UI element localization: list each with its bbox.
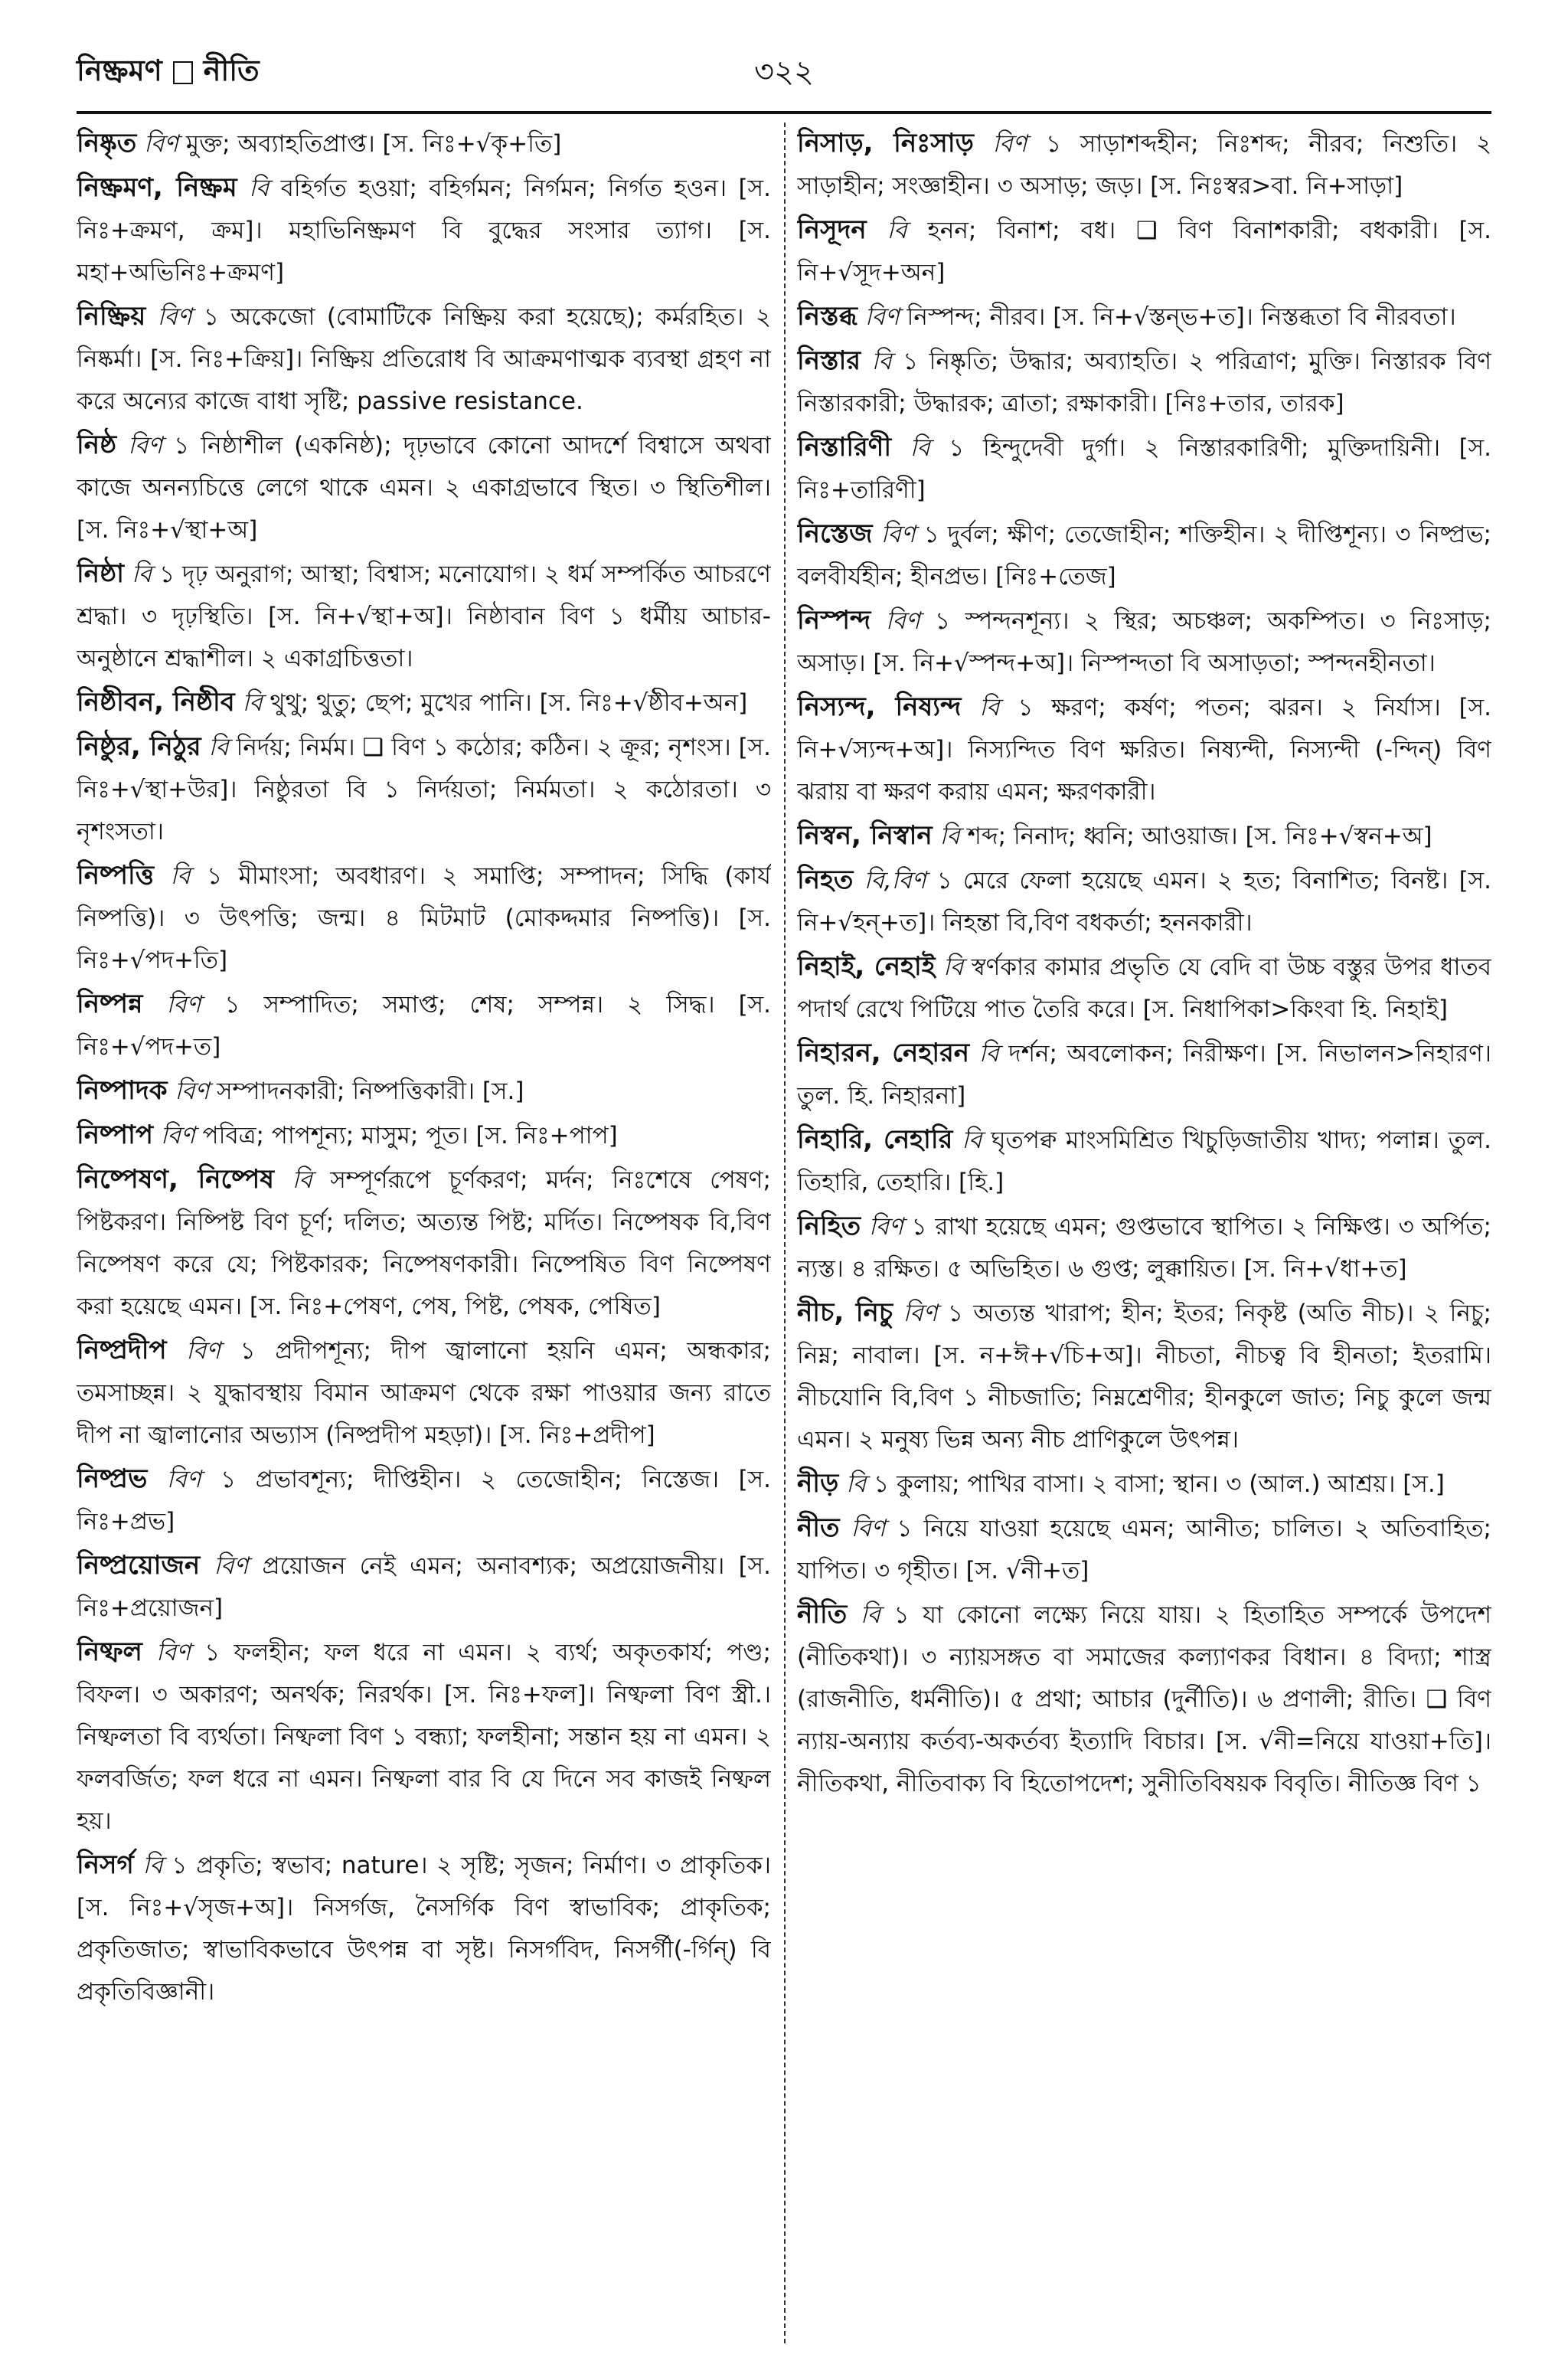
- dictionary-entry: [77, 726, 771, 853]
- entry-part-of-speech: বিণ: [864, 303, 900, 331]
- dictionary-entry: [797, 1594, 1491, 1805]
- entry-definition: ১ স্পন্দনশূন্য। ২ স্থির; অচঞ্চল; অকম্পিত। ৩ নিঃসাড়; অসাড়। [স. নি+√স্পন্দ+অ]। নিস্পন্দতা বি অসাড়তা; স্পন্দনহীনতা।: [797, 607, 1491, 677]
- dictionary-entry: [77, 682, 771, 724]
- entry-definition: ১ সাড়াশব্দহীন; নিঃশব্দ; নীরব; নিশুতি। ২ সাড়াহীন; সংজ্ঞাহীন। ৩ অসাড়; জড়। [স. নিঃস্বর>বা. নি+সাড়া]: [797, 130, 1491, 200]
- dictionary-entry: [797, 946, 1491, 1031]
- entry-part-of-speech: বিণ: [903, 1300, 938, 1327]
- entry-part-of-speech: বি: [249, 175, 270, 202]
- dictionary-entry: [77, 1458, 771, 1543]
- entry-definition: হনন; বিনাশ; বধ। ❑ বিণ বিনাশকারী; বধকারী। [স. নি+√সূদ+অন]: [797, 217, 1491, 286]
- dictionary-entry: [77, 1070, 771, 1113]
- entry-definition: বহির্গত হওয়া; বহির্গমন; নির্গমন; নির্গত হওন। [স. নিঃ+ক্রমণ, ক্রম]। মহাভিনিষ্ক্রমণ বি বুদ্ধের সংসার ত্যাগ। [স. মহা+অভিনিঃ+ক্রমণ]: [77, 175, 771, 286]
- entry-headword: নিসূদন: [797, 214, 867, 245]
- entry-definition: ১ দৃঢ় অনুরাগ; আস্থা; বিশ্বাস; মনোযোগ। ২ ধর্ম সম্পর্কিত আচরণে শ্রদ্ধা। ৩ দৃঢ়স্থিতি। [স. নি+√স্থা+অ]। নিষ্ঠাবান বিণ ১ ধর্মীয় আচার-অনুষ্ঠানে শ্রদ্ধাশীল। ২ একাগ্রচিত্ততা।: [77, 561, 771, 672]
- entry-part-of-speech: বিণ: [166, 991, 201, 1019]
- entry-part-of-speech: বি: [887, 217, 907, 244]
- entry-part-of-speech: বি: [846, 1470, 867, 1498]
- entry-part-of-speech: বি: [910, 434, 930, 462]
- entry-headword: নিষ্পেষণ, নিষ্পেষ: [77, 1164, 274, 1195]
- entry-headword: নিষ্পন্ন: [77, 989, 143, 1019]
- dictionary-entry: [77, 983, 771, 1068]
- entry-headword: নিস্পন্দ: [797, 605, 871, 636]
- entry-headword: নিষ্ক্রমণ, নিষ্ক্রম: [77, 172, 237, 203]
- entry-headword: নীত: [797, 1512, 840, 1543]
- entry-part-of-speech: বিণ: [160, 1122, 195, 1149]
- entry-headword: নিস্তব্ধ: [797, 301, 858, 332]
- entry-part-of-speech: বি: [208, 734, 229, 761]
- entry-part-of-speech: বি: [939, 822, 960, 850]
- entry-definition: ১ নিয়ে যাওয়া হয়েছে এমন; আনীত; চালিত। ২ অতিবাহিত; যাপিত। ৩ গৃহীত। [স. √নী+ত]: [797, 1515, 1491, 1584]
- entry-headword: নিষ্প্রভ: [77, 1463, 148, 1494]
- entry-headword: নিহিত: [797, 1211, 861, 1241]
- entry-headword: নিস্তারিণী: [797, 432, 892, 463]
- dictionary-entry: [797, 1119, 1491, 1204]
- entry-headword: নীড়: [797, 1468, 839, 1499]
- entry-headword: নিষ্ঠ: [77, 430, 117, 460]
- dictionary-entry: [797, 1292, 1491, 1461]
- entry-part-of-speech: বিণ: [175, 1077, 210, 1105]
- entry-part-of-speech: বিণ: [880, 521, 916, 548]
- entry-headword: নিষ্ক্রিয়: [77, 301, 146, 332]
- entry-part-of-speech: বিণ: [157, 303, 192, 331]
- entry-part-of-speech: বি: [860, 1601, 880, 1629]
- entry-part-of-speech: বিণ: [128, 432, 163, 459]
- entry-definition: ১ রাখা হয়েছে এমন; গুপ্তভাবে স্থাপিত। ২ নিক্ষিপ্ত। ৩ অর্পিত; ন্যস্ত। ৪ রক্ষিত। ৫ অভিহিত। ৬ গুপ্ত; লুক্কায়িত। [স. নি+√ধা+ত]: [797, 1213, 1491, 1283]
- guide-word-first: নিষ্ক্রমণ: [77, 54, 162, 87]
- entry-definition: মুক্ত; অব্যাহতিপ্রাপ্ত। [স. নিঃ+√কৃ+তি]: [178, 130, 562, 158]
- dictionary-entry: [77, 1159, 771, 1328]
- dictionary-entry: [797, 815, 1491, 858]
- entry-part-of-speech: বিণ: [868, 1213, 903, 1241]
- entry-part-of-speech: বি: [943, 953, 964, 981]
- header-rule: [77, 111, 1491, 114]
- entry-definition: নির্দয়; নির্মম। ❑ বিণ ১ কঠোর; কঠিন। ২ ক্রূর; নৃশংস। [স. নিঃ+√স্থা+উর]। নিষ্ঠুরতা বি ১ নির্দয়তা; নির্মমতা। ২ কঠোরতা। ৩ নৃশংসতা।: [77, 734, 771, 845]
- entry-definition: ১ অকেজো (বোমাটিকে নিষ্ক্রিয় করা হয়েছে); কর্মরহিত। ২ নিষ্কর্মা। [স. নিঃ+ক্রিয়]। নিষ্ক্রিয় প্রতিরোধ বি আক্রমণাত্মক ব্যবস্থা গ্রহণ না করে অন্যের কাজে বাধা সৃষ্টি; passive resistance.: [77, 303, 771, 415]
- entry-headword: নিষ্ফল: [77, 1637, 142, 1667]
- entry-definition: ১ যা কোনো লক্ষ্যে নিয়ে যায়। ২ হিতাহিত সম্পর্কে উপদেশ (নীতিকথা)। ৩ ন্যায়সঙ্গত বা সমাজের কল্যাণকর বিধান। ৪ বিদ্যা; শাস্ত্র (রাজনীতি, ধর্মনীতি)। ৫ প্রথা; আচার (দুর্নীতি)। ৬ প্রণালী; রীতি। ❑ বিণ ন্যায়-অন্যায় কর্তব্য-অকর্তব্য ইত্যাদি বিচার। [স. √নী=নিয়ে যাওয়া+তি]। নীতিকথা, নীতিবাক্য বি হিতোপদেশ; সুনীতিবিষয়ক বিবৃতি। নীতিজ্ঞ বিণ ১: [797, 1601, 1491, 1797]
- dictionary-entry: [77, 553, 771, 680]
- dictionary-entry: [797, 340, 1491, 425]
- entry-definition: সম্পূর্ণরূপে চূর্ণকরণ; মর্দন; নিঃশেষে পেষণ; পিষ্টকরণ। নিষ্পিষ্ট বিণ চূর্ণ; দলিত; অত্যন্ত পিষ্ট; মর্দিত। নিষ্পেষক বি,বিণ নিষ্পেষণ করে যে; পিষ্টকারক; নিষ্পেষণকারী। নিষ্পেষিত বিণ নিষ্পেষণ করা হয়েছে এমন। [স. নিঃ+পেষণ, পেষ, পিষ্ট, পেষক, পেষিত]: [77, 1166, 771, 1320]
- entry-headword: নীতি: [797, 1599, 848, 1630]
- dictionary-entry: [77, 1329, 771, 1457]
- entry-part-of-speech: বিণ: [144, 130, 178, 158]
- dictionary-entry: [77, 123, 771, 165]
- entry-definition: ১ হিন্দুদেবী দুর্গা। ২ নিস্তারকারিণী; মুক্তিদায়িনী। [স. নিঃ+তারিণী]: [797, 434, 1491, 504]
- entry-part-of-speech: বিণ: [885, 607, 920, 635]
- dictionary-entry: [77, 855, 771, 982]
- dictionary-entry: [77, 424, 771, 551]
- entry-definition: প্রয়োজন নেই এমন; অনাবশ্যক; অপ্রয়োজনীয়। [স. নিঃ+প্রয়োজন]: [77, 1552, 771, 1622]
- left-column: [77, 123, 771, 2343]
- entry-headword: নিহারন, নেহারন: [797, 1038, 970, 1068]
- entry-headword: নিষ্পাপ: [77, 1120, 153, 1150]
- entry-columns: [77, 123, 1491, 2343]
- entry-definition: স্বর্ণকার কামার প্রভৃতি যে বেদি বা উচ্চ বস্তুর উপর ধাতব পদার্থ রেখে পিটিয়ে পাত তৈরি করে। [স. নিধাপিকা>কিংবা হি. নিহাই]: [797, 953, 1491, 1023]
- entry-part-of-speech: বি: [871, 348, 892, 375]
- entry-definition: ১ কুলায়; পাখির বাসা। ২ বাসা; স্থান। ৩ (আল.) আশ্রয়। [স.]: [866, 1470, 1445, 1498]
- entry-headword: নিস্তেজ: [797, 518, 873, 549]
- guide-words: [77, 48, 260, 97]
- entry-part-of-speech: বিণ: [186, 1337, 221, 1365]
- entry-definition: ১ সম্পাদিত; সমাপ্ত; শেষ; সম্পন্ন। ২ সিদ্ধ। [স. নিঃ+√পদ+ত]: [77, 991, 771, 1061]
- dictionary-entry: [797, 600, 1491, 685]
- entry-definition: ১ প্রদীপশূন্য; দীপ জ্বালানো হয়নি এমন; অন্ধকার; তমসাচ্ছন্ন। ২ যুদ্ধাবস্থায় বিমান আক্রমণ থেকে রক্ষা পাওয়ার জন্য রাতে দীপ না জ্বালানোর অভ্যাস (নিষ্প্রদীপ মহড়া)। [স. নিঃ+প্রদীপ]: [77, 1337, 771, 1449]
- entry-part-of-speech: বি: [132, 561, 152, 588]
- entry-definition: ১ মেরে ফেলা হয়েছে এমন। ২ হত; বিনাশিত; বিনষ্ট। [স. নি+√হন্‌+ত]। নিহন্তা বি,বিণ বধকর্তা; হননকারী।: [797, 867, 1491, 937]
- entry-headword: নিসর্গ: [77, 1849, 134, 1880]
- dictionary-entry: [797, 1032, 1491, 1117]
- dictionary-entry: [797, 1507, 1491, 1592]
- entry-definition: সম্পাদনকারী; নিষ্পত্তিকারী। [স.]: [209, 1077, 524, 1105]
- entry-part-of-speech: বি: [978, 1040, 999, 1068]
- entry-headword: নিষ্পাদক: [77, 1075, 168, 1106]
- entry-headword: নিস্যন্দ, নিষ্যন্দ: [797, 692, 962, 722]
- entry-headword: নিষ্ঠুর, নিঠুর: [77, 731, 201, 762]
- dictionary-entry: [797, 1205, 1491, 1290]
- dictionary-entry: [77, 1114, 771, 1157]
- entry-headword: নিসাড়, নিঃসাড়: [797, 128, 974, 159]
- entry-part-of-speech: বি: [242, 689, 263, 717]
- entry-definition: ১ প্রকৃতি; স্বভাব; nature। ২ সৃষ্টি; সৃজন; নির্মাণ। ৩ প্রাকৃতিক। [স. নিঃ+√সৃজ+অ]। নিসর্গজ, নৈসর্গিক বিণ স্বাভাবিক; প্রাকৃতিক; প্রকৃতিজাত; স্বাভাবিকভাবে উৎপন্ন বা সৃষ্ট। নিসর্গবিদ, নিসর্গী(-র্গিন্) বি প্রকৃতিবিজ্ঞানী।: [77, 1852, 771, 2006]
- entry-headword: নিস্বন, নিস্বান: [797, 820, 933, 851]
- entry-definition: ১ দুর্বল; ক্ষীণ; তেজোহীন; শক্তিহীন। ২ দীপ্তিশূন্য। ৩ নিষ্প্রভ; বলবীর্যহীন; হীনপ্রভ। [নিঃ+তেজ]: [797, 521, 1491, 590]
- entry-definition: ১ অত্যন্ত খারাপ; হীন; ইতর; নিকৃষ্ট (অতি নীচ)। ২ নিচু; নিম্ন; নাবাল। [স. ন+ঈ+√চি+অ]। নীচতা, নীচত্ব বি হীনতা; ইতরামি। নীচযোনি বি,বিণ ১ নীচজাতি; নিম্নশ্রেণীর; হীনকুলে জাত; নিচু কুলে জন্ম এমন। ২ মনুষ্য ভিন্ন অন্য নীচ প্রাণিকুলে উৎপন্ন।: [797, 1300, 1491, 1454]
- dictionary-entry: [797, 859, 1491, 944]
- entry-definition: ১ প্রভাবশূন্য; দীপ্তিহীন। ২ তেজোহীন; নিস্তেজ। [স. নিঃ+প্রভ]: [77, 1466, 771, 1535]
- dictionary-entry: [797, 209, 1491, 294]
- entry-headword: নিষ্কৃত: [77, 128, 137, 159]
- entry-headword: নিষ্প্রদীপ: [77, 1335, 167, 1365]
- dictionary-entry: [77, 296, 771, 423]
- entry-definition: ১ মীমাংসা; অবধারণ। ২ সমাপ্তি; সম্পাদন; সিদ্ধি (কার্য নিষ্পত্তি)। ৩ উৎপত্তি; জন্ম। ৪ মিটমাট (মোকদ্দমার নিষ্পত্তি)। [স. নিঃ+√পদ+তি]: [77, 862, 771, 974]
- dictionary-entry: [797, 123, 1491, 208]
- dictionary-entry: [77, 1844, 771, 2013]
- page-header: [77, 46, 1491, 100]
- entry-part-of-speech: বি: [962, 1127, 982, 1154]
- entry-definition: ঘৃতপক্ব মাংসমিশ্রিত খিচুড়িজাতীয় খাদ্য; পলান্ন। তুল. তিহারি, তেহারি। [হি.]: [797, 1127, 1491, 1196]
- entry-headword: নীচ, নিচু: [797, 1297, 893, 1328]
- dictionary-entry: [77, 167, 771, 294]
- entry-part-of-speech: বিণ: [214, 1552, 249, 1580]
- entry-headword: নিষ্ঠা: [77, 558, 125, 589]
- dictionary-entry: [797, 686, 1491, 813]
- entry-headword: নিহত: [797, 865, 854, 895]
- square-separator-icon: [173, 61, 193, 84]
- entry-headword: নিষ্ঠীবন, নিষ্ঠীব: [77, 687, 235, 718]
- entry-headword: নিহারি, নেহারি: [797, 1124, 953, 1155]
- entry-headword: নিস্তার: [797, 345, 861, 376]
- page-number: ৩২২: [753, 54, 815, 90]
- entry-definition: দর্শন; অবলোকন; নিরীক্ষণ। [স. নিভালন>নিহারণ। তুল. হি. নিহারনা]: [797, 1040, 1491, 1110]
- entry-headword: নিষ্প্রয়োজন: [77, 1550, 201, 1581]
- dictionary-entry: [77, 1545, 771, 1630]
- entry-definition: ১ ক্ষরণ; কর্ষণ; পতন; ঝরন। ২ নির্যাস। [স. নি+√স্যন্দ+অ]। নিস্যন্দিত বিণ ক্ষরিত। নিষ্যন্দী, নিস্যন্দী (-ন্দিন্) বিণ ঝরায় বা ক্ষরণ করায় এমন; ক্ষরণকারী।: [797, 694, 1491, 806]
- entry-definition: ১ ফলহীন; ফল ধরে না এমন। ২ ব্যর্থ; অকৃতকার্য; পণ্ড; বিফল। ৩ অকারণ; অনর্থক; নিরর্থক। [স. নিঃ+ফল]। নিষ্ফলা বিণ স্ত্রী.। নিষ্ফলতা বি ব্যর্থতা। নিষ্ফলা বিণ ১ বন্ধ্যা; ফলহীনা; সন্তান হয় না এমন। ২ ফলবর্জিত; ফল ধরে না এমন। নিষ্ফলা বার বি যে দিনে সব কাজই নিষ্ফল হয়।: [77, 1639, 771, 1835]
- entry-definition: থুথু; থুতু; ছেপ; মুখের পানি। [স. নিঃ+√ষ্ঠীব+অন]: [262, 689, 748, 717]
- dictionary-entry: [797, 1463, 1491, 1506]
- entry-headword: নিহাই, নেহাই: [797, 951, 936, 982]
- entry-part-of-speech: বি: [292, 1166, 312, 1194]
- entry-part-of-speech: বিণ: [851, 1515, 886, 1542]
- dictionary-entry: [797, 296, 1491, 338]
- entry-definition: ১ নিষ্কৃতি; উদ্ধার; অব্যাহতি। ২ পরিত্রাণ; মুক্তি। নিস্তারক বিণ নিস্তারকারী; উদ্ধারক; ত্রাতা; রক্ষাকারী। [নিঃ+তার, তারক]: [797, 348, 1491, 417]
- entry-part-of-speech: বিণ: [992, 130, 1027, 158]
- guide-word-last: নীতি: [203, 54, 260, 87]
- entry-headword: নিষ্পত্তি: [77, 860, 155, 891]
- entry-part-of-speech: বি: [142, 1852, 163, 1879]
- entry-part-of-speech: বি: [170, 862, 191, 890]
- entry-part-of-speech: বি: [979, 694, 1000, 721]
- dictionary-entry: [797, 513, 1491, 598]
- entry-definition: পবিত্র; পাপশূন্য; মাসুম; পূত। [স. নিঃ+পাপ]: [194, 1122, 618, 1149]
- entry-definition: নিস্পন্দ; নীরব। [স. নি+√স্তন্‌ভ+ত]। নিস্তব্ধতা বি নীরবতা।: [899, 303, 1456, 331]
- entry-part-of-speech: বিণ: [156, 1639, 191, 1666]
- entry-definition: শব্দ; নিনাদ; ধ্বনি; আওয়াজ। [স. নিঃ+√স্বন+অ]: [959, 822, 1432, 850]
- dictionary-entry: [77, 1631, 771, 1843]
- entry-part-of-speech: বি,বিণ: [864, 867, 926, 894]
- dictionary-entry: [797, 427, 1491, 512]
- right-column: [797, 123, 1491, 2343]
- entry-part-of-speech: বিণ: [166, 1466, 201, 1493]
- entry-definition: ১ নিষ্ঠাশীল (একনিষ্ঠ); দৃঢ়ভাবে কোনো আদর্শে বিশ্বাসে অথবা কাজে অনন্যচিত্তে লেগে থাকে এমন। ২ একাগ্রভাবে স্থিত। ৩ স্থিতিশীল। [স. নিঃ+√স্থা+অ]: [77, 432, 771, 544]
